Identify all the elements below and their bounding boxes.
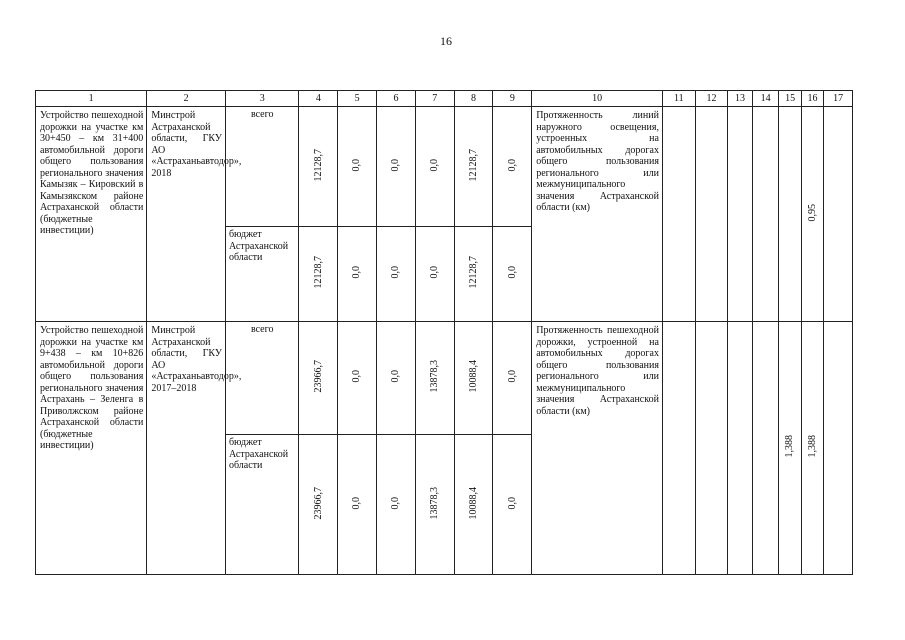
program-table bbox=[35, 90, 853, 575]
column-header: 12 bbox=[695, 91, 728, 107]
table-row bbox=[36, 107, 853, 227]
amount-cell: 0,0 bbox=[415, 227, 454, 322]
column-header: 10 bbox=[532, 91, 663, 107]
amount-cell: 13878,3 bbox=[415, 322, 454, 435]
indicator-cell: Протяженность линий наружного освещения, устроенных на автомобильных дорогах общего пользования регионального или межмуниципального значения Астраханской области (км) bbox=[532, 107, 663, 322]
amount-cell: 10088,4 bbox=[454, 435, 493, 575]
executor-cell: Минстрой Астраханской области, ГКУ АО «Астраханьавтодор», 2018 bbox=[147, 107, 226, 322]
column-header: 14 bbox=[752, 91, 779, 107]
value-cell-16: 0,95 bbox=[801, 107, 823, 322]
amount-cell: 0,0 bbox=[338, 435, 377, 575]
empty-cell bbox=[662, 322, 695, 575]
funding-source-cell: бюджет Астраханской области bbox=[225, 435, 299, 575]
empty-cell bbox=[752, 107, 779, 322]
column-number-row bbox=[36, 91, 853, 107]
amount-cell: 0,0 bbox=[377, 227, 416, 322]
amount-cell: 0,0 bbox=[415, 107, 454, 227]
column-header: 1 bbox=[36, 91, 147, 107]
amount-cell: 23966,7 bbox=[299, 435, 338, 575]
column-header: 11 bbox=[662, 91, 695, 107]
column-header: 7 bbox=[415, 91, 454, 107]
amount-cell: 0,0 bbox=[338, 322, 377, 435]
measure-name-cell: Устройство пешеходной дорожки на участке км 9+438 – км 10+826 автомобильной дороги общего пользования регионального значения Астрахань – Зеленга в Приволжском районе Астраханской области (бюджетные инвестиции) bbox=[36, 322, 147, 575]
column-header: 9 bbox=[493, 91, 532, 107]
column-header: 2 bbox=[147, 91, 226, 107]
amount-cell: 13878,3 bbox=[415, 435, 454, 575]
empty-cell bbox=[752, 322, 779, 575]
amount-cell: 0,0 bbox=[493, 322, 532, 435]
empty-cell bbox=[662, 107, 695, 322]
amount-cell: 0,0 bbox=[493, 227, 532, 322]
empty-cell bbox=[728, 107, 753, 322]
empty-cell bbox=[695, 322, 728, 575]
amount-cell: 0,0 bbox=[338, 107, 377, 227]
page-number: 16 bbox=[440, 34, 452, 48]
column-header: 8 bbox=[454, 91, 493, 107]
column-header: 6 bbox=[377, 91, 416, 107]
funding-source-cell: бюджет Астраханской области bbox=[225, 227, 299, 322]
measure-name-cell: Устройство пешеходной дорожки на участке км 30+450 – км 31+400 автомобильной дороги общего пользования регионального значения Камызяк – Кировский в Камызякском районе Астраханской области (бюджетные инвестиции) bbox=[36, 107, 147, 322]
amount-cell: 10088,4 bbox=[454, 322, 493, 435]
executor-cell: Минстрой Астраханской области, ГКУ АО «Астраханьавтодор», 2017–2018 bbox=[147, 322, 226, 575]
empty-cell bbox=[695, 107, 728, 322]
funding-source-cell: всего bbox=[225, 322, 299, 435]
column-header: 13 bbox=[728, 91, 753, 107]
amount-cell: 12128,7 bbox=[299, 107, 338, 227]
amount-cell: 0,0 bbox=[493, 107, 532, 227]
amount-cell: 0,0 bbox=[493, 435, 532, 575]
amount-cell: 0,0 bbox=[377, 322, 416, 435]
amount-cell: 0,0 bbox=[338, 227, 377, 322]
value-cell-15 bbox=[779, 107, 801, 322]
value-cell-16: 1,388 bbox=[801, 322, 823, 575]
column-header: 5 bbox=[338, 91, 377, 107]
amount-cell: 12128,7 bbox=[454, 107, 493, 227]
empty-cell bbox=[824, 107, 853, 322]
funding-source-cell: всего bbox=[225, 107, 299, 227]
column-header: 15 bbox=[779, 91, 801, 107]
column-header: 16 bbox=[801, 91, 823, 107]
empty-cell bbox=[728, 322, 753, 575]
column-header: 17 bbox=[824, 91, 853, 107]
empty-cell bbox=[824, 322, 853, 575]
table-row bbox=[36, 322, 853, 435]
indicator-cell: Протяженность пешеходной дорожки, устроенной на автомобильных дорогах общего пользования регионального или межмуниципального значения Астраханской области (км) bbox=[532, 322, 663, 575]
amount-cell: 23966,7 bbox=[299, 322, 338, 435]
amount-cell: 0,0 bbox=[377, 435, 416, 575]
column-header: 4 bbox=[299, 91, 338, 107]
column-header: 3 bbox=[225, 91, 299, 107]
amount-cell: 0,0 bbox=[377, 107, 416, 227]
value-cell-15: 1,388 bbox=[779, 322, 801, 575]
amount-cell: 12128,7 bbox=[454, 227, 493, 322]
amount-cell: 12128,7 bbox=[299, 227, 338, 322]
